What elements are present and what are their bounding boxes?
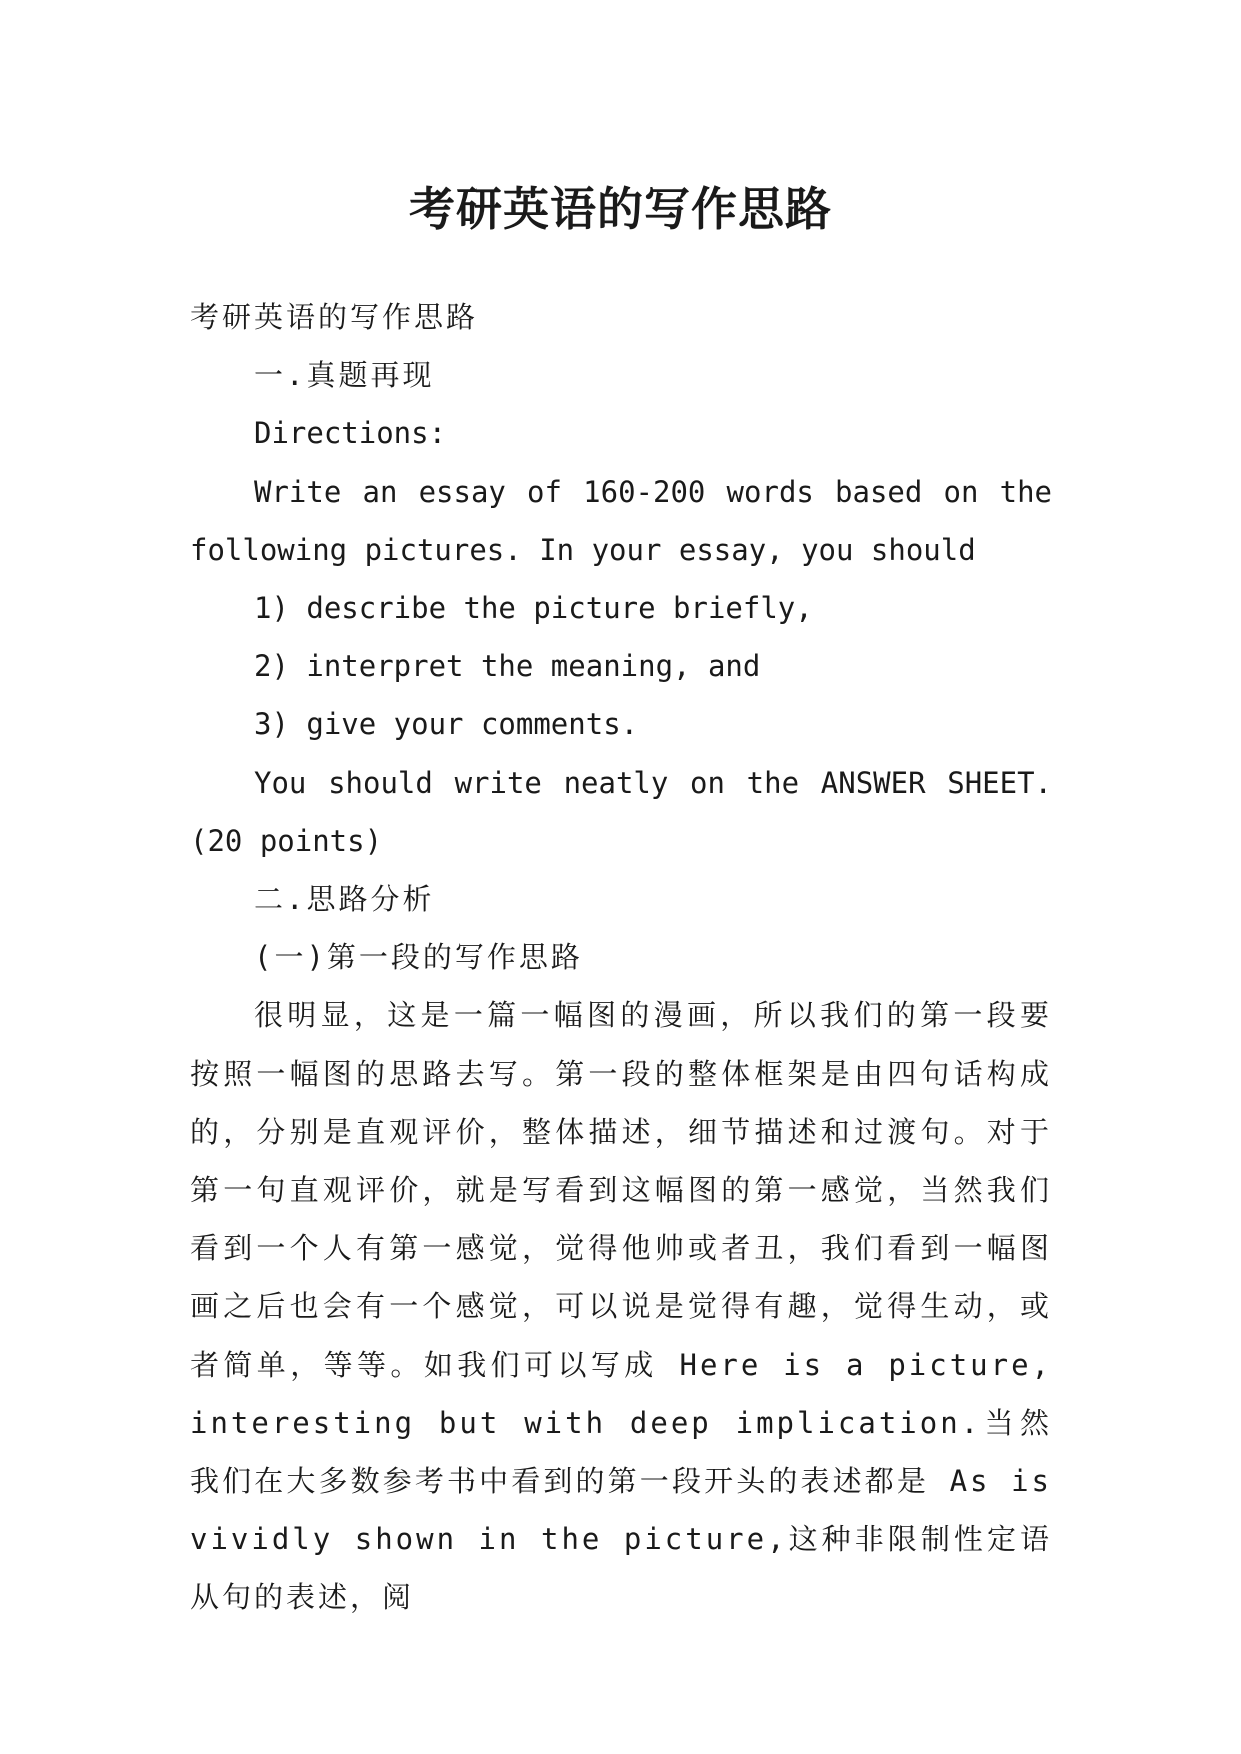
subsection-heading-first-paragraph: (一)第一段的写作思路 [254,940,583,975]
directions-label: Directions: [254,416,447,451]
instruction-item-1: 1) describe the picture briefly, [254,591,813,626]
section-heading-analysis: 二.思路分析 [254,882,435,917]
instruction-item-2: 2) interpret the meaning, and [254,649,761,684]
document-title: 考研英语的写作思路 [409,181,832,236]
document-body [190,288,1052,1627]
analysis-paragraph: 很明显，这是一篇一幅图的漫画，所以我们的第一段要按照一幅图的思路去写。第一段的整体框架是由四句话构成的，分别是直观评价，整体描述，细节描述和过渡句。对于第一句直观评价，就是写看到这幅图的第一感觉，当然我们看到一个人有第一感觉，觉得他帅或者丑，我们看到一幅图画之后也会有一个感觉，可以说是觉得有趣，觉得生动，或者简单，等等。如我们可以写成 Here is a picture, interesting but with deep implication.当然我们在大多数参考书中看到的第一段开头的表述都是 As is vividly shown in the picture,这种非限制性定语从句的表述，阅 [190,998,1052,1615]
directions-text: Write an essay of 160-200 words based on the following pictures. In your essay, you should [190,474,1052,567]
section-heading-real-exam: 一.真题再现 [254,358,435,393]
answer-sheet-note: You should write neatly on the ANSWER SHEET. (20 points) [190,765,1052,858]
body-heading: 考研英语的写作思路 [190,300,479,334]
instruction-item-3: 3) give your comments. [254,707,639,742]
